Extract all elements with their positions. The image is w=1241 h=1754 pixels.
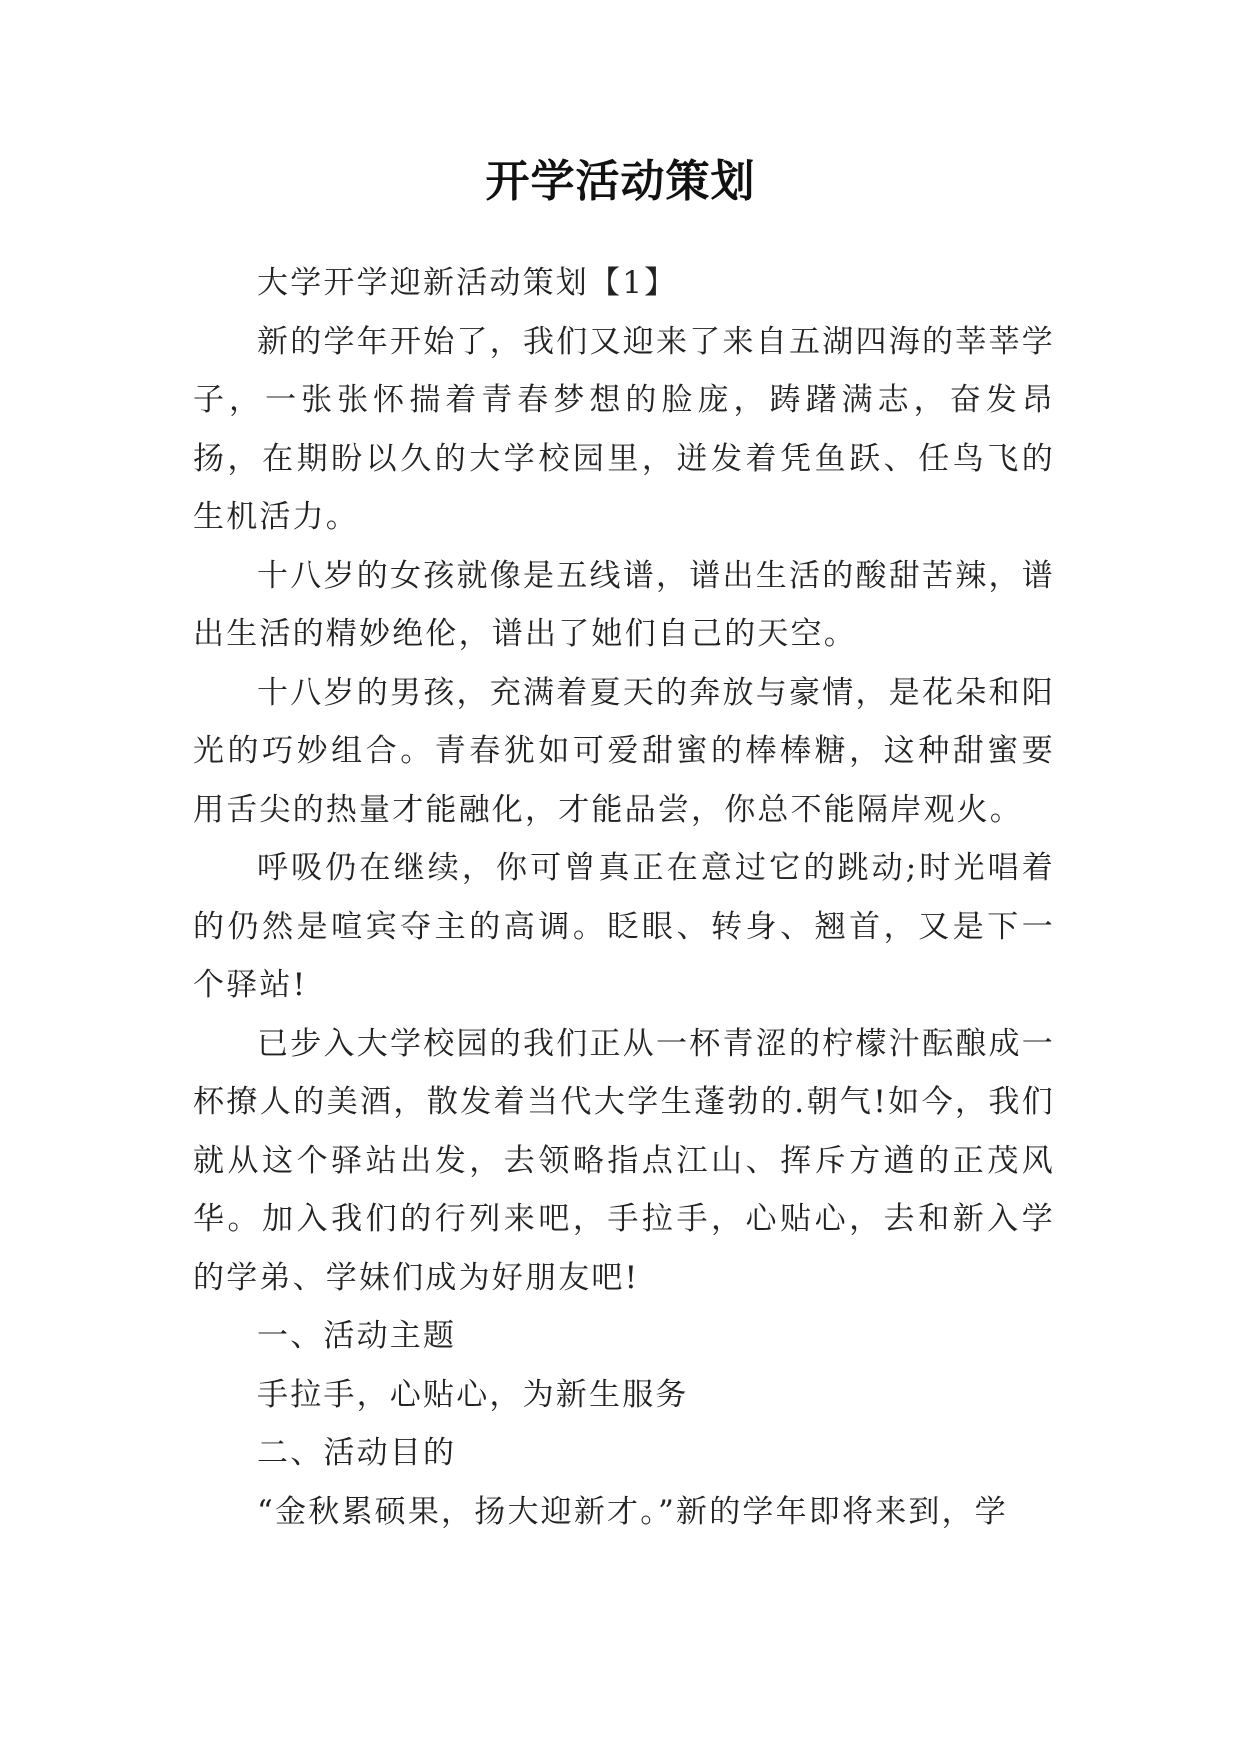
- paragraph: 新的学年开始了，我们又迎来了来自五湖四海的莘莘学子，一张张怀揣着青春梦想的脸庞，踌躇满志，奋发昂扬，在期盼以久的大学校园里，迸发着凭鱼跃、任鸟飞的生机活力。: [193, 323, 1055, 535]
- paragraph: 已步入大学校园的我们正从一杯青涩的柠檬汁酝酿成一杯撩人的美酒，散发着当代大学生蓬勃的.朝气!如今，我们就从这个驿站出发，去领略指点江山、挥斥方遒的正茂风华。加入我们的行列来吧，手拉手，心贴心，去和新入学的学弟、学妹们成为好朋友吧!: [193, 1025, 1055, 1296]
- section-heading: 一、活动主题: [257, 1318, 457, 1354]
- paragraph: 呼吸仍在继续，你可曾真正在意过它的跳动;时光唱着的仍然是喧宾夺主的高调。眨眼、转身、翘首，又是下一个驿站!: [193, 850, 1055, 1003]
- document-body: [193, 254, 1055, 1541]
- section-heading: 大学开学迎新活动策划【1】: [257, 265, 678, 301]
- paragraph: “金秋累硕果，扬大迎新才。”新的学年即将来到，学: [257, 1493, 1008, 1530]
- paragraph: 十八岁的女孩就像是五线谱，谱出生活的酸甜苦辣，谱出生活的精妙绝伦，谱出了她们自己的天空。: [193, 557, 1055, 652]
- page-title: 开学活动策划: [485, 156, 756, 207]
- paragraph: 十八岁的男孩，充满着夏天的奔放与豪情，是花朵和阳光的巧妙组合。青春犹如可爱甜蜜的棒棒糖，这种甜蜜要用舌尖的热量才能融化，才能品尝，你总不能隔岸观火。: [193, 674, 1055, 828]
- paragraph: 手拉手，心贴心，为新生服务: [257, 1376, 689, 1413]
- section-heading: 二、活动目的: [257, 1435, 457, 1471]
